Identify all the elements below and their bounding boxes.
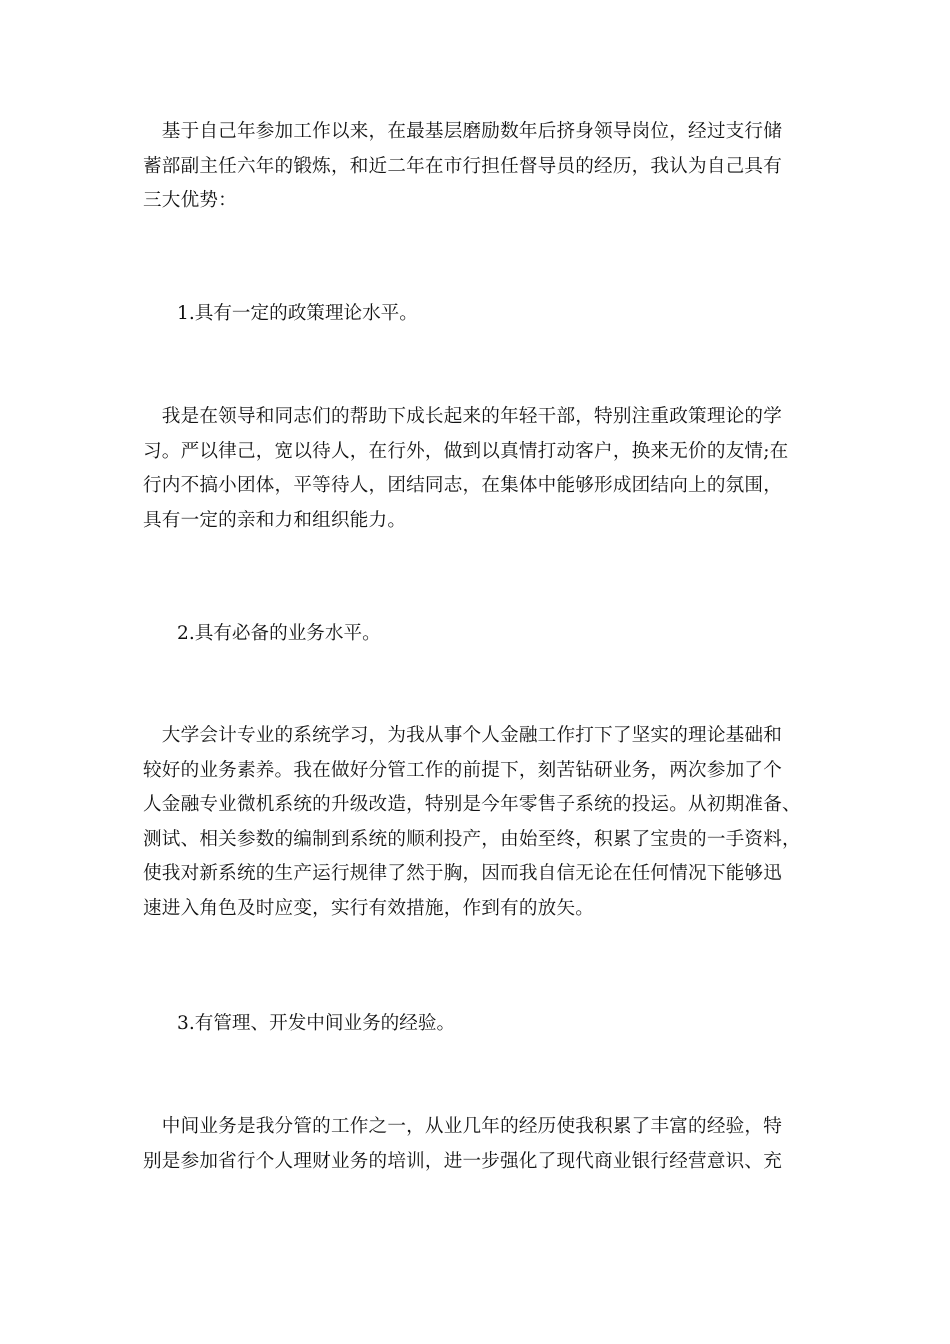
text-line: 具有一定的亲和力和组织能力。 xyxy=(143,509,407,531)
text-line: 人金融专业微机系统的升级改造，特别是今年零售子系统的投运。从初期准备、 xyxy=(143,794,801,816)
text-line: 别是参加省行个人理财业务的培训，进一步强化了现代商业银行经营意识、充 xyxy=(143,1150,782,1172)
text-line: 蓄部副主任六年的锻炼，和近二年在市行担任督导员的经历，我认为自己具有 xyxy=(143,155,782,177)
text-line: 速进入角色及时应变，实行有效措施，作到有的放矢。 xyxy=(143,897,595,919)
text-line: 三大优势： xyxy=(143,190,237,212)
paragraph-policy xyxy=(143,400,815,538)
text-line: 习。严以律己，宽以待人，在行外，做到以真情打动客户，换来无价的友情;在 xyxy=(143,440,789,462)
text-line: 我是在领导和同志们的帮助下成长起来的年轻干部，特别注重政策理论的学 xyxy=(143,406,782,427)
text-line: 基于自己年参加工作以来，在最基层磨励数年后挤身领导岗位，经过支行储 xyxy=(143,121,782,142)
paragraph-business xyxy=(143,719,815,927)
text-line: 中间业务是我分管的工作之一，从业几年的经历使我积累了丰富的经验，特 xyxy=(143,1116,782,1137)
text-line: 使我对新系统的生产运行规律了然于胸，因而我自信无论在任何情况下能够迅 xyxy=(143,863,782,885)
text-line: 大学会计专业的系统学习，为我从事个人金融工作打下了坚实的理论基础和 xyxy=(143,725,782,746)
text-line: 较好的业务素养。我在做好分管工作的前提下，刻苦钻研业务，两次参加了个 xyxy=(143,759,782,781)
paragraph-intermediary xyxy=(143,1110,815,1179)
section-heading-1: 1.具有一定的政策理论水平。 xyxy=(177,303,418,324)
section-heading-3: 3.有管理、开发中间业务的经验。 xyxy=(177,1013,456,1034)
section-heading-2: 2.具有必备的业务水平。 xyxy=(177,623,381,644)
text-line: 行内不搞小团体，平等待人，团结同志，在集体中能够形成团结向上的氛围， xyxy=(143,475,782,497)
text-line: 测试、相关参数的编制到系统的顺利投产，由始至终，积累了宝贵的一手资料， xyxy=(143,828,801,850)
paragraph-intro xyxy=(143,115,815,219)
